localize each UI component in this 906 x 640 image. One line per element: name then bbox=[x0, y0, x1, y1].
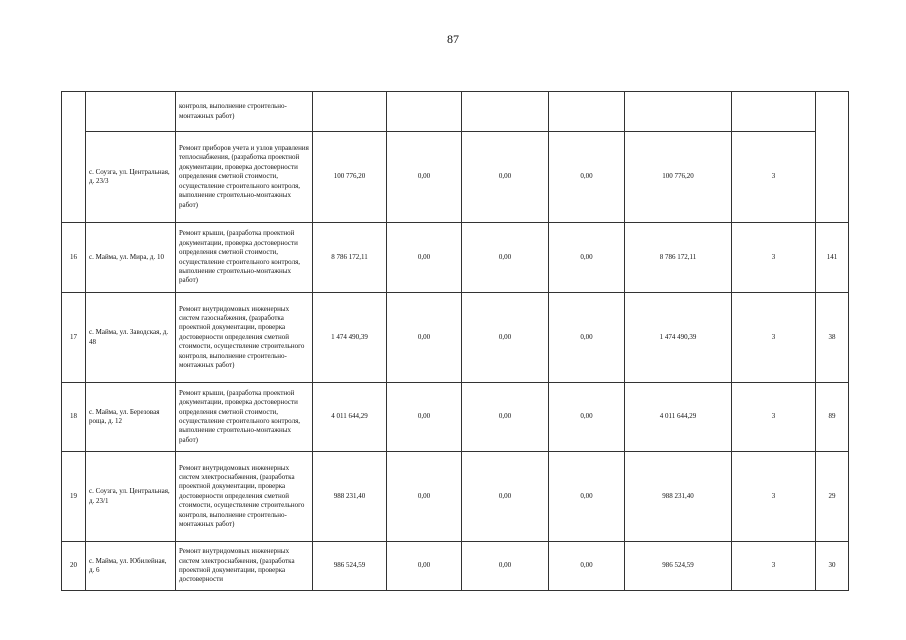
address-cell: с. Майма, ул. Мира, д. 10 bbox=[86, 223, 176, 293]
value-cell: 0,00 bbox=[549, 452, 625, 542]
value-cell: 0,00 bbox=[462, 293, 549, 383]
work-description-cell: Ремонт внутридомовых инженерных систем газоснабжения, (разработка проектной документации, проверка достоверности определения сметной стоимости, осуществление строительного контроля, выполнение строительно-монтажных работ) bbox=[176, 293, 313, 383]
last-value-cell: 38 bbox=[816, 293, 849, 383]
table-row bbox=[62, 452, 849, 542]
fund-cost-cell bbox=[625, 92, 732, 132]
work-description-cell: Ремонт внутридомовых инженерных систем электроснабжения, (разработка проектной документации, проверка достоверности определения сметной стоимости, осуществление строительного контроля, выполнение строительно-монтажных работ) bbox=[176, 452, 313, 542]
total-cost-cell: 8 786 172,11 bbox=[313, 223, 387, 293]
work-description-cell: Ремонт крыши, (разработка проектной документации, проверка достоверности определения сметной стоимости, осуществление строительного контроля, выполнение строительно-монтажных работ) bbox=[176, 383, 313, 452]
last-value-cell: 89 bbox=[816, 383, 849, 452]
value-cell: 0,00 bbox=[387, 542, 462, 591]
method-cell: 3 bbox=[732, 293, 816, 383]
method-cell: 3 bbox=[732, 383, 816, 452]
value-cell: 0,00 bbox=[387, 223, 462, 293]
work-description-cell: Ремонт крыши, (разработка проектной документации, проверка достоверности определения сметной стоимости, осуществление строительного контроля, выполнение строительно-монтажных работ) bbox=[176, 223, 313, 293]
fund-cost-cell: 4 011 644,29 bbox=[625, 383, 732, 452]
row-number-cell: 19 bbox=[62, 452, 86, 542]
address-cell: с. Соузга, ул. Центральная, д. 23/1 bbox=[86, 452, 176, 542]
table-row bbox=[62, 383, 849, 452]
value-cell: 0,00 bbox=[462, 383, 549, 452]
value-cell: 0,00 bbox=[549, 132, 625, 223]
table-row bbox=[62, 293, 849, 383]
table-row bbox=[62, 92, 849, 132]
row-number-cell bbox=[62, 92, 86, 223]
work-description-cell: контроля, выполнение строительно-монтажных работ) bbox=[176, 92, 313, 132]
value-cell: 0,00 bbox=[387, 132, 462, 223]
total-cost-cell bbox=[313, 92, 387, 132]
row-number-cell: 20 bbox=[62, 542, 86, 591]
last-value-cell: 29 bbox=[816, 452, 849, 542]
page-number: 87 bbox=[447, 32, 459, 46]
method-cell: 3 bbox=[732, 132, 816, 223]
last-value-cell bbox=[816, 92, 849, 223]
capital-repair-table bbox=[61, 91, 849, 591]
value-cell: 0,00 bbox=[549, 223, 625, 293]
row-number-cell: 18 bbox=[62, 383, 86, 452]
value-cell: 0,00 bbox=[387, 293, 462, 383]
value-cell: 0,00 bbox=[549, 293, 625, 383]
value-cell: 0,00 bbox=[549, 383, 625, 452]
method-cell bbox=[732, 92, 816, 132]
method-cell: 3 bbox=[732, 542, 816, 591]
total-cost-cell: 986 524,59 bbox=[313, 542, 387, 591]
address-cell bbox=[86, 92, 176, 132]
value-cell: 0,00 bbox=[387, 452, 462, 542]
last-value-cell: 30 bbox=[816, 542, 849, 591]
total-cost-cell: 988 231,40 bbox=[313, 452, 387, 542]
last-value-cell: 141 bbox=[816, 223, 849, 293]
fund-cost-cell: 100 776,20 bbox=[625, 132, 732, 223]
table-row bbox=[62, 542, 849, 591]
address-cell: с. Соузга, ул. Центральная, д. 23/3 bbox=[86, 132, 176, 223]
address-cell: с. Майма, ул. Юбилейная, д. 6 bbox=[86, 542, 176, 591]
total-cost-cell: 100 776,20 bbox=[313, 132, 387, 223]
table-row bbox=[62, 223, 849, 293]
row-number-cell: 16 bbox=[62, 223, 86, 293]
value-cell bbox=[549, 92, 625, 132]
row-number-cell: 17 bbox=[62, 293, 86, 383]
value-cell bbox=[387, 92, 462, 132]
total-cost-cell: 1 474 490,39 bbox=[313, 293, 387, 383]
fund-cost-cell: 988 231,40 bbox=[625, 452, 732, 542]
value-cell bbox=[462, 92, 549, 132]
value-cell: 0,00 bbox=[387, 383, 462, 452]
total-cost-cell: 4 011 644,29 bbox=[313, 383, 387, 452]
value-cell: 0,00 bbox=[462, 132, 549, 223]
work-description-cell: Ремонт приборов учета и узлов управления теплоснабжения, (разработка проектной документации, проверка достоверности определения сметной стоимости, осуществление строительного контроля, выполнение строительно-монтажных работ) bbox=[176, 132, 313, 223]
value-cell: 0,00 bbox=[549, 542, 625, 591]
fund-cost-cell: 986 524,59 bbox=[625, 542, 732, 591]
work-description-cell: Ремонт внутридомовых инженерных систем электроснабжения, (разработка проектной документации, проверка достоверности bbox=[176, 542, 313, 591]
value-cell: 0,00 bbox=[462, 452, 549, 542]
address-cell: с. Майма, ул. Березовая роща, д. 12 bbox=[86, 383, 176, 452]
value-cell: 0,00 bbox=[462, 542, 549, 591]
address-cell: с. Майма, ул. Заводская, д. 48 bbox=[86, 293, 176, 383]
fund-cost-cell: 1 474 490,39 bbox=[625, 293, 732, 383]
table-row bbox=[62, 132, 849, 223]
fund-cost-cell: 8 786 172,11 bbox=[625, 223, 732, 293]
method-cell: 3 bbox=[732, 452, 816, 542]
method-cell: 3 bbox=[732, 223, 816, 293]
value-cell: 0,00 bbox=[462, 223, 549, 293]
